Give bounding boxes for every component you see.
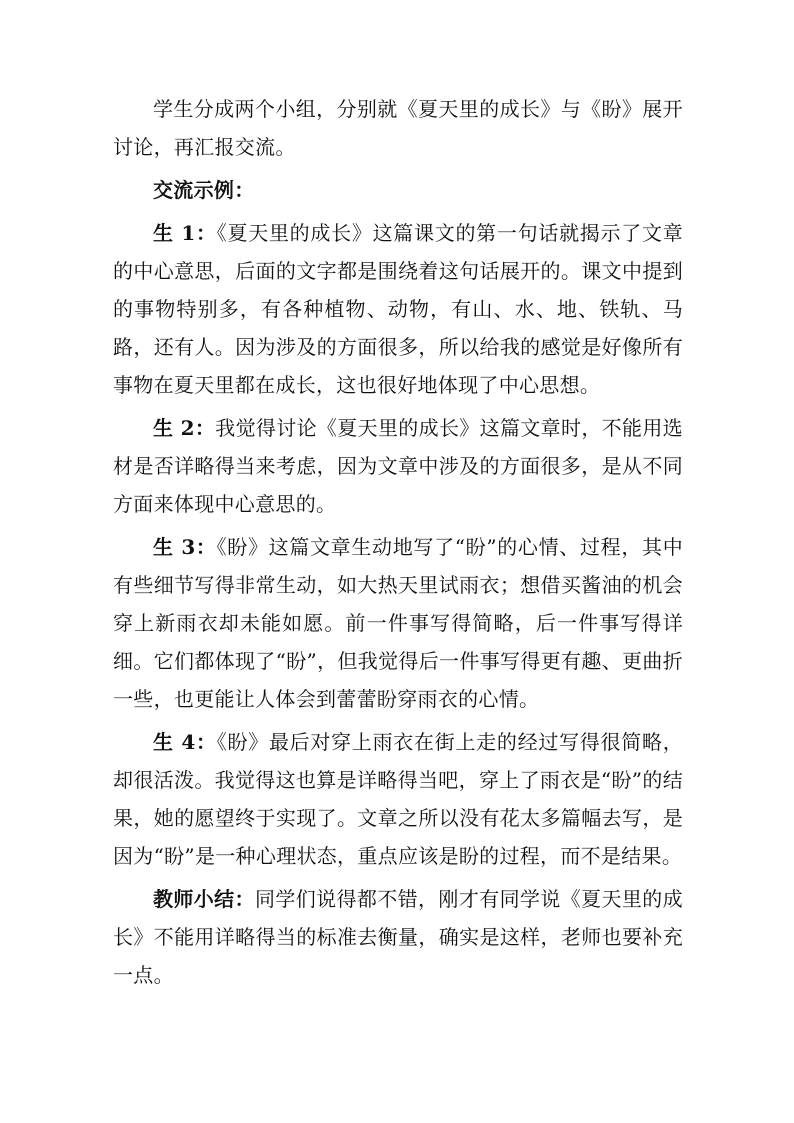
paragraph-text: 同学们说得都不错，刚才有同学说《夏天里的成长》不能用详略得当的标准去衡量，确实是这样，老师也要补充一点。: [113, 887, 683, 987]
document-page: [113, 90, 683, 999]
example-heading: [113, 171, 683, 209]
paragraph-text: 我觉得讨论《夏天里的成长》这篇文章时，不能用选材是否详略得当来考虑，因为文章中涉及的方面很多，是从不同方面来体现中心意思的。: [113, 416, 683, 516]
paragraph-text: 《盼》这篇文章生动地写了“盼”的心情、过程，其中有些细节写得非常生动，如大热天里试雨衣；想借买酱油的机会穿上新雨衣却未能如愿。前一件事写得简略，后一件事写得详细。它们都体现了“盼”，但我觉得后一件事写得更有趣、更曲折一些，也更能让人体会到蕾蕾盼穿雨衣的心情。: [113, 535, 683, 711]
speaker-label: 生 4：: [153, 730, 217, 754]
speaker-label: 生 2：: [153, 416, 216, 440]
student-3-paragraph: [113, 528, 683, 718]
paragraph-text: 《盼》最后对穿上雨衣在街上走的经过写得很简略，却很活泼。我觉得这也算是详略得当吧，穿上了雨衣是“盼”的结果，她的愿望终于实现了。文章之所以没有花太多篇幅去写，是因为“盼”是一种心理状态，重点应该是盼的过程，而不是结果。: [113, 730, 683, 868]
student-2-paragraph: [113, 409, 683, 523]
teacher-summary-paragraph: [113, 880, 683, 994]
intro-paragraph: [113, 90, 683, 166]
student-1-paragraph: [113, 214, 683, 404]
speaker-label: 生 3：: [153, 535, 217, 559]
heading-label: 交流示例：: [153, 178, 255, 202]
paragraph-text: 学生分成两个小组，分别就《夏天里的成长》与《盼》展开讨论，再汇报交流。: [113, 97, 683, 159]
student-4-paragraph: [113, 723, 683, 875]
speaker-label: 生 1：: [153, 221, 217, 245]
speaker-label: 教师小结：: [153, 887, 255, 911]
paragraph-text: 《夏天里的成长》这篇课文的第一句话就揭示了文章的中心意思，后面的文字都是围绕着这句话展开的。课文中提到的事物特别多，有各种植物、动物，有山、水、地、铁轨、马路，还有人。因为涉及的方面很多，所以给我的感觉是好像所有事物在夏天里都在成长，这也很好地体现了中心思想。: [113, 221, 683, 397]
